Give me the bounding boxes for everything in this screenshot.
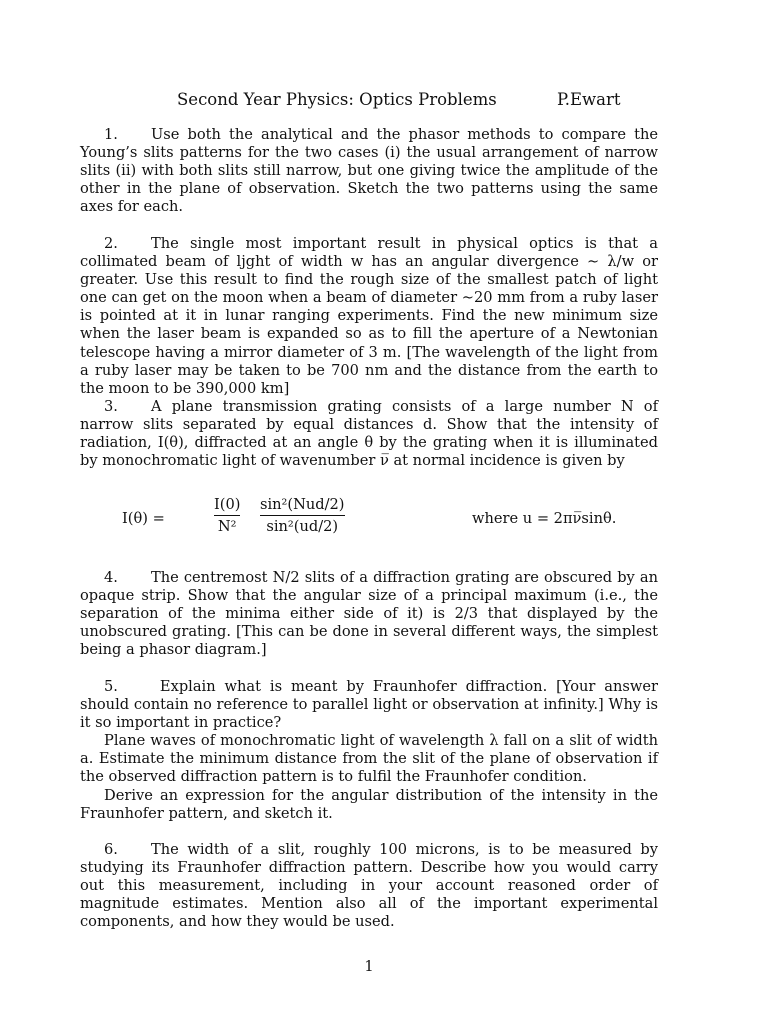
problem-text: Use both the analytical and the phasor methods to compare the Young’s slits patterns for the two cases (i) the usual arrangement of narrow slits (ii) with both slits still narrow, but one giving twice the amplitude of the other in the plane of observation. Sketch the two patterns using the same axes for each. bbox=[80, 126, 658, 216]
fraction-2-denominator: sin²(ud/2) bbox=[266, 518, 339, 535]
problem-6 bbox=[80, 841, 658, 931]
problem-text: Plane waves of monochromatic light of wavelength λ fall on a slit of width a. Estimate the minimum distance from the slit of the plane of observation if the observed diffraction pattern is to fulfil the Fraunhofer condition. bbox=[80, 732, 658, 786]
problem-text: The centremost N/2 slits of a diffraction grating are obscured by an opaque strip. Show that the angular size of a principal maximum (i.e., the separation of the minima either side of it) is 2/3 that displayed by the unobscured grating. [This can be done in several different ways, the simplest being a phasor diagram.] bbox=[80, 569, 658, 659]
author-name: P.Ewart bbox=[557, 90, 621, 109]
problem-number: 6. bbox=[104, 841, 118, 858]
fraction-2 bbox=[260, 496, 345, 535]
problem-4 bbox=[80, 569, 658, 659]
fraction-1-denominator: N² bbox=[217, 518, 237, 535]
problem-3 bbox=[80, 398, 658, 470]
problem-2 bbox=[80, 235, 658, 398]
fraction-2-numerator: sin²(Nud/2) bbox=[260, 496, 345, 513]
problem-text: The single most important result in physical optics is that a collimated beam of ljght of width w has an angular divergence ∼ λ/w or greater. Use this result to find the rough size of the smallest patch of light one can get on the moon when a beam of diameter ∼20 mm from a ruby laser is pointed at it in lunar ranging experiments. Find the new minimum size when the laser beam is expanded so as to fill the aperture of a Newtonian telescope having a mirror diameter of 3 m. [The wavelength of the light from a ruby laser may be taken to be 700 nm and the distance from the earth to the moon to be 390,000 km] bbox=[80, 235, 658, 397]
problem-5-paragraph-3 bbox=[80, 787, 658, 823]
problem-number: 2. bbox=[104, 235, 118, 252]
intensity-equation bbox=[122, 496, 642, 542]
problem-text: Derive an expression for the angular distribution of the intensity in the Fraunhofer pattern, and sketch it. bbox=[80, 787, 658, 823]
page-title bbox=[177, 90, 637, 109]
title-text: Second Year Physics: Optics Problems bbox=[177, 90, 497, 109]
problem-1 bbox=[80, 126, 658, 216]
equation-where-clause: where u = 2πν̅sinθ. bbox=[472, 510, 617, 527]
problem-number: 1. bbox=[104, 126, 118, 143]
problem-5-paragraph-2 bbox=[80, 732, 658, 786]
fraction-bar bbox=[260, 515, 345, 516]
problem-text: Explain what is meant by Fraunhofer diffraction. [Your answer should contain no reference to parallel light or observation at infinity.] Why is it so important in practice? bbox=[80, 678, 658, 732]
fraction-bar bbox=[214, 515, 240, 516]
fraction-1-numerator: I(0) bbox=[214, 496, 241, 513]
problem-number: 3. bbox=[104, 398, 118, 415]
problem-number: 5. bbox=[104, 678, 118, 695]
problem-number: 4. bbox=[104, 569, 118, 586]
page-number: 1 bbox=[364, 958, 374, 975]
problem-text: The width of a slit, roughly 100 microns, is to be measured by studying its Fraunhofer diffraction pattern. Describe how you would carry out this measurement, including in your account reasoned order of magnitude estimates. Mention also all of the important experimental components, and how they would be used. bbox=[80, 841, 658, 931]
fraction-1 bbox=[214, 496, 240, 535]
problem-5 bbox=[80, 678, 658, 732]
problem-text: A plane transmission grating consists of a large number N of narrow slits separated by equal distances d. Show that the intensity of radiation, I(θ), diffracted at an angle θ by the grating when it is illuminated by monochromatic light of wavenumber ν̅ at normal incidence is given by bbox=[80, 398, 658, 470]
equation-lhs: I(θ) = bbox=[122, 510, 165, 527]
